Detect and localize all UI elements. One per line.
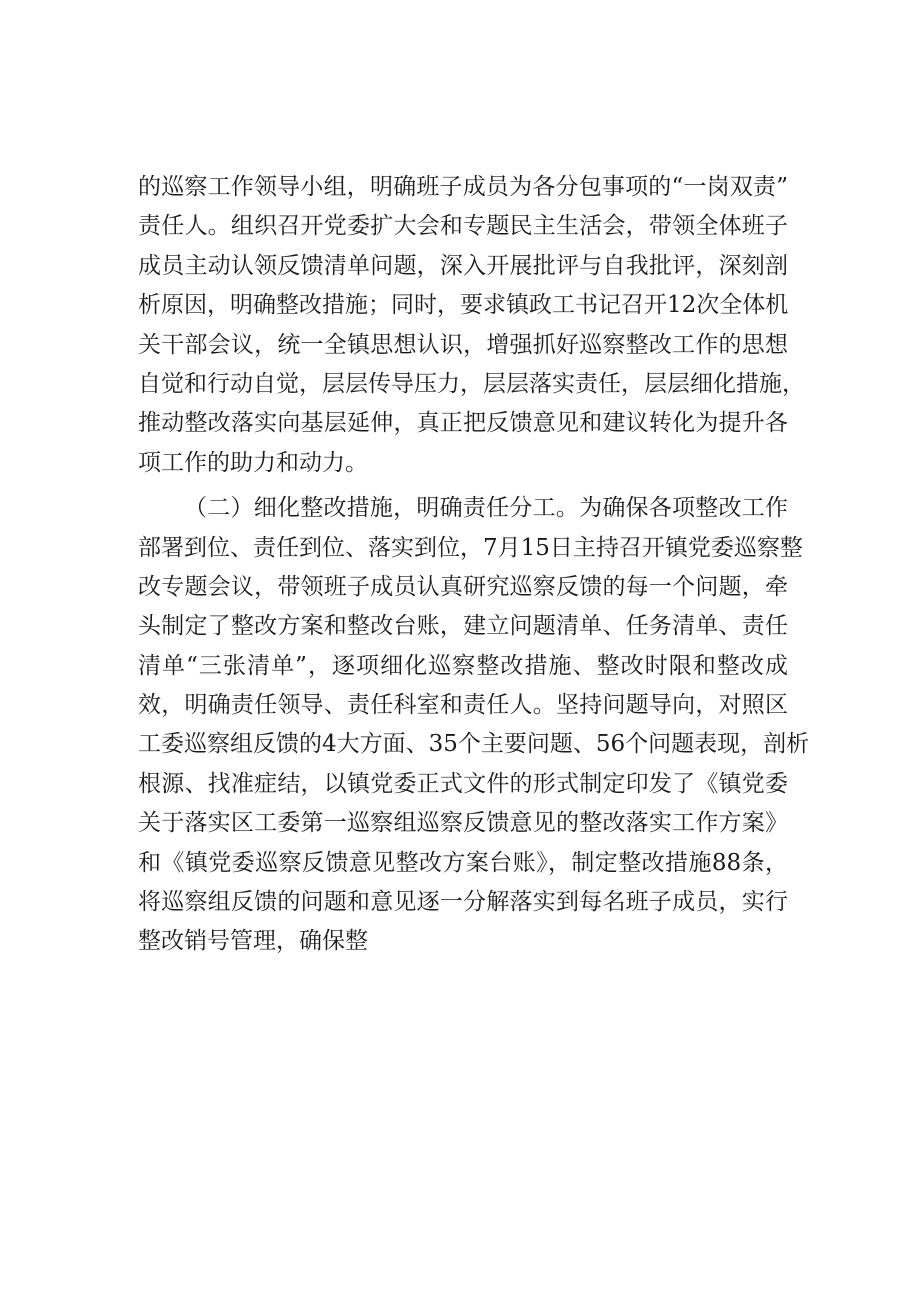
paragraph-2 [138, 489, 810, 962]
section-heading-line: （二）细化整改措施，明确责任分工。为确保各项整改工作 [184, 495, 788, 522]
document-body [138, 168, 810, 962]
text-line: 根源、找准症结，以镇党委正式文件的形式制定印发了《镇党委 [138, 770, 788, 797]
text-line: 部署到位、责任到位、落实到位，7月15日主持召开镇党委巡察整 [138, 534, 803, 561]
text-line: 的巡察工作领导小组，明确班子成员为各分包事项的“一岗双责” [138, 174, 788, 200]
text-line: 推动整改落实向基层延伸，真正把反馈意见和建议转化为提升各 [138, 410, 788, 437]
text-line: 整改销号管理，确保整 [138, 928, 368, 955]
text-line: 和《镇党委巡察反馈意见整改方案台账》，制定整改措施88条， [138, 849, 788, 876]
text-line: 项工作的助力和动力。 [138, 449, 368, 476]
text-line: 改专题会议，带领班子成员认真研究巡察反馈的每一个问题，牵 [138, 573, 788, 600]
paragraph-1 [138, 168, 805, 483]
text-line: 析原因，明确整改措施；同时，要求镇政工书记召开12次全体机 [138, 292, 789, 319]
text-line: 将巡察组反馈的问题和意见逐一分解落实到每名班子成员，实行 [138, 889, 788, 916]
text-line: 成员主动认领反馈清单问题，深入开展批评与自我批评，深刻剖 [138, 252, 788, 279]
text-line: 关于落实区工委第一巡察组巡察反馈意见的整改落实工作方案》 [138, 810, 788, 837]
text-line: 头制定了整改方案和整改台账，建立问题清单、任务清单、责任 [138, 613, 788, 640]
text-line: 清单“三张清单”，逐项细化巡察整改措施、整改时限和整改成 [138, 652, 788, 679]
text-line: 关干部会议，统一全镇思想认识，增强抓好巡察整改工作的思想 [138, 331, 788, 358]
text-line: 工委巡察组反馈的4大方面、35个主要问题、56个问题表现，剖析 [138, 731, 810, 758]
text-line: 自觉和行动自觉，层层传导压力，层层落实责任，层层细化措施， [138, 370, 805, 397]
text-line: 责任人。组织召开党委扩大会和专题民主生活会，带领全体班子 [138, 213, 788, 240]
text-line: 效，明确责任领导、责任科室和责任人。坚持问题导向，对照区 [138, 692, 788, 719]
